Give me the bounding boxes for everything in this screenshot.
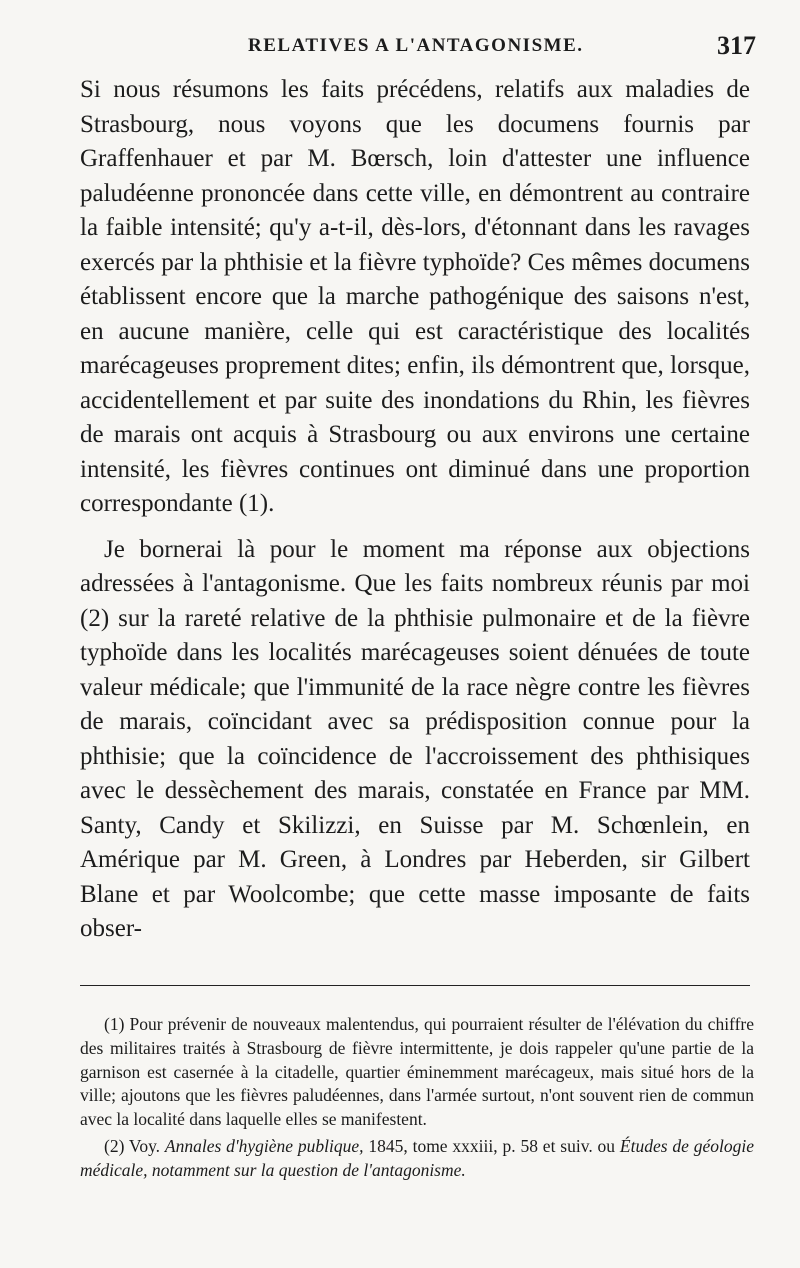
paragraph: Je bornerai là pour le moment ma réponse aux objections adressées à l'antagonisme. Que les faits nombreux réunis par moi (2) sur la rareté relative de la phthisie pulmonaire et de la fièvre typhoïde dans les localités marécageuses soient dénuées de toute valeur médicale; que l'immunité de la race nègre contre les fièvres de marais, coïncidant avec sa prédisposition connue pour la phthisie; que la coïncidence de l'accroissement des phthisiques avec le dessèchement des marais, constatée en France par MM. Santy, Candy et Skilizzi, en Suisse par M. Schœnlein, en Amérique par M. Green, à Londres par Heberden, sir Gilbert Blane et par Woolcombe; que cette masse imposante de faits obser-	[80, 535, 750, 942]
footnote-2-book-title: Études de géologie médicale, notamment sur la question de l'antagonisme.	[80, 1135, 754, 1180]
body-text	[80, 73, 750, 947]
paragraph: Si nous résumons les faits précédens, relatifs aux maladies de Strasbourg, nous voyons que les documens fournis par Graffenhauer et par M. Bœrsch, loin d'attester une influence paludéenne prononcée dans cette ville, en démontrent au contraire la faible intensité; qu'y a-t-il, dès-lors, d'étonnant dans les ravages exercés par la phthisie et la fièvre typhoïde? Ces mêmes documens établissent encore que la marche pathogénique des saisons n'est, en aucune manière, celle qui est caractéristique des localités marécageuses proprement dites; enfin, ils démontrent que, lorsque, accidentellement et par suite des inondations du Rhin, les fièvres de marais ont acquis à Strasbourg ou aux environs une certaine intensité, les fièvres continues ont diminué dans une proportion correspondante (1).	[80, 76, 750, 517]
running-head: RELATIVES A L'ANTAGONISME.	[248, 35, 584, 56]
page-header	[80, 31, 756, 60]
footnote-rule	[80, 985, 750, 986]
footnote-2-citation: 1845, tome xxxiii, p. 58 et suiv. ou	[363, 1135, 620, 1156]
footnote-2	[80, 1135, 754, 1183]
footnote-1: (1) Pour prévenir de nouveaux malentendus, qui pourraient résulter de l'élévation du chiffre des militaires traités à Strasbourg de fièvre intermittente, je dois rappeler qu'une partie de la garnison est casernée à la citadelle, quartier éminemment marécageux, mais situé hors de la ville; ajoutons que les fièvres paludéennes, dans l'armée surtout, n'ont souvent rien de commun avec la localité dans laquelle elles se manifestent.	[80, 1014, 754, 1130]
footnote-2-prefix: (2) Voy.	[104, 1135, 165, 1156]
page-number: 317	[717, 31, 756, 60]
footnotes	[80, 1013, 754, 1183]
footnote-2-journal-title: Annales d'hygiène publique,	[164, 1135, 364, 1156]
